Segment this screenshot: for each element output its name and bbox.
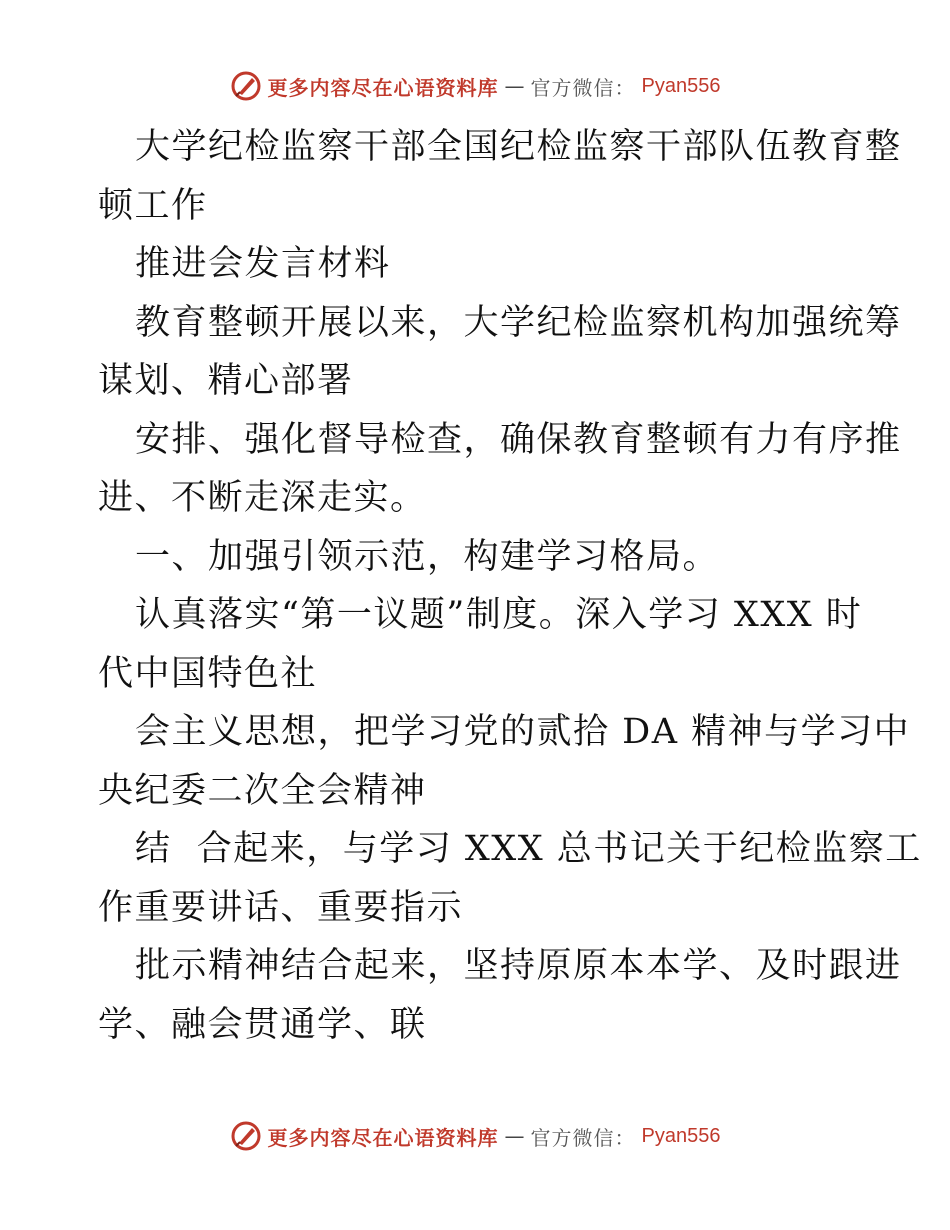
watermark-sub-text: 官方微信：	[530, 1125, 636, 1150]
quill-logo-icon	[230, 70, 262, 102]
text-line-title-1: 大学纪检监察干部全国纪检监察干部队伍教育整	[135, 127, 902, 167]
text-line: 教育整顿开展以来，大学纪检监察机构加强统筹	[135, 302, 902, 343]
text-line: 谋划、精心部署	[98, 361, 354, 401]
section-heading: 一、加强引领示范，构建学习格局。	[135, 536, 720, 577]
watermark-dash: —	[504, 1124, 525, 1148]
text-line: 央纪委二次全会精神	[98, 770, 427, 811]
quill-logo-icon	[230, 1120, 262, 1152]
text-line: 作重要讲话、重要指示	[98, 887, 464, 928]
header-watermark	[0, 70, 950, 102]
footer-watermark	[0, 1120, 950, 1152]
watermark-main-text: 更多内容尽在心语资料库	[267, 75, 499, 100]
watermark-dash: —	[504, 74, 525, 98]
text-line: 进、不断走深走实。	[98, 478, 427, 518]
text-line: 批示精神结合起来，坚持原原本本学、及时跟进	[135, 946, 902, 986]
text-line: 安排、强化督导检查，确保教育整顿有力有序推	[135, 419, 902, 460]
document-body	[98, 118, 922, 1054]
watermark-sub-text: 官方微信：	[530, 75, 636, 100]
watermark-wechat-id: Pyan556	[641, 74, 721, 97]
watermark-wechat-id: Pyan556	[641, 1124, 721, 1147]
text-line: 代中国特色社	[98, 653, 318, 694]
text-line: 会主义思想，把学习党的贰拾 DA 精神与学习中	[135, 712, 911, 752]
text-line: 学、融会贯通学、联	[98, 1004, 427, 1045]
text-line-title-2: 顿工作	[98, 185, 208, 226]
text-line: 结 合起来，与学习 XXX 总书记关于纪检监察工	[135, 829, 922, 869]
text-line: 认真落实“第一议题”制度。深入学习 XXX 时	[135, 595, 863, 635]
text-line-title-3: 推进会发言材料	[135, 244, 391, 284]
watermark-main-text: 更多内容尽在心语资料库	[267, 1125, 499, 1150]
